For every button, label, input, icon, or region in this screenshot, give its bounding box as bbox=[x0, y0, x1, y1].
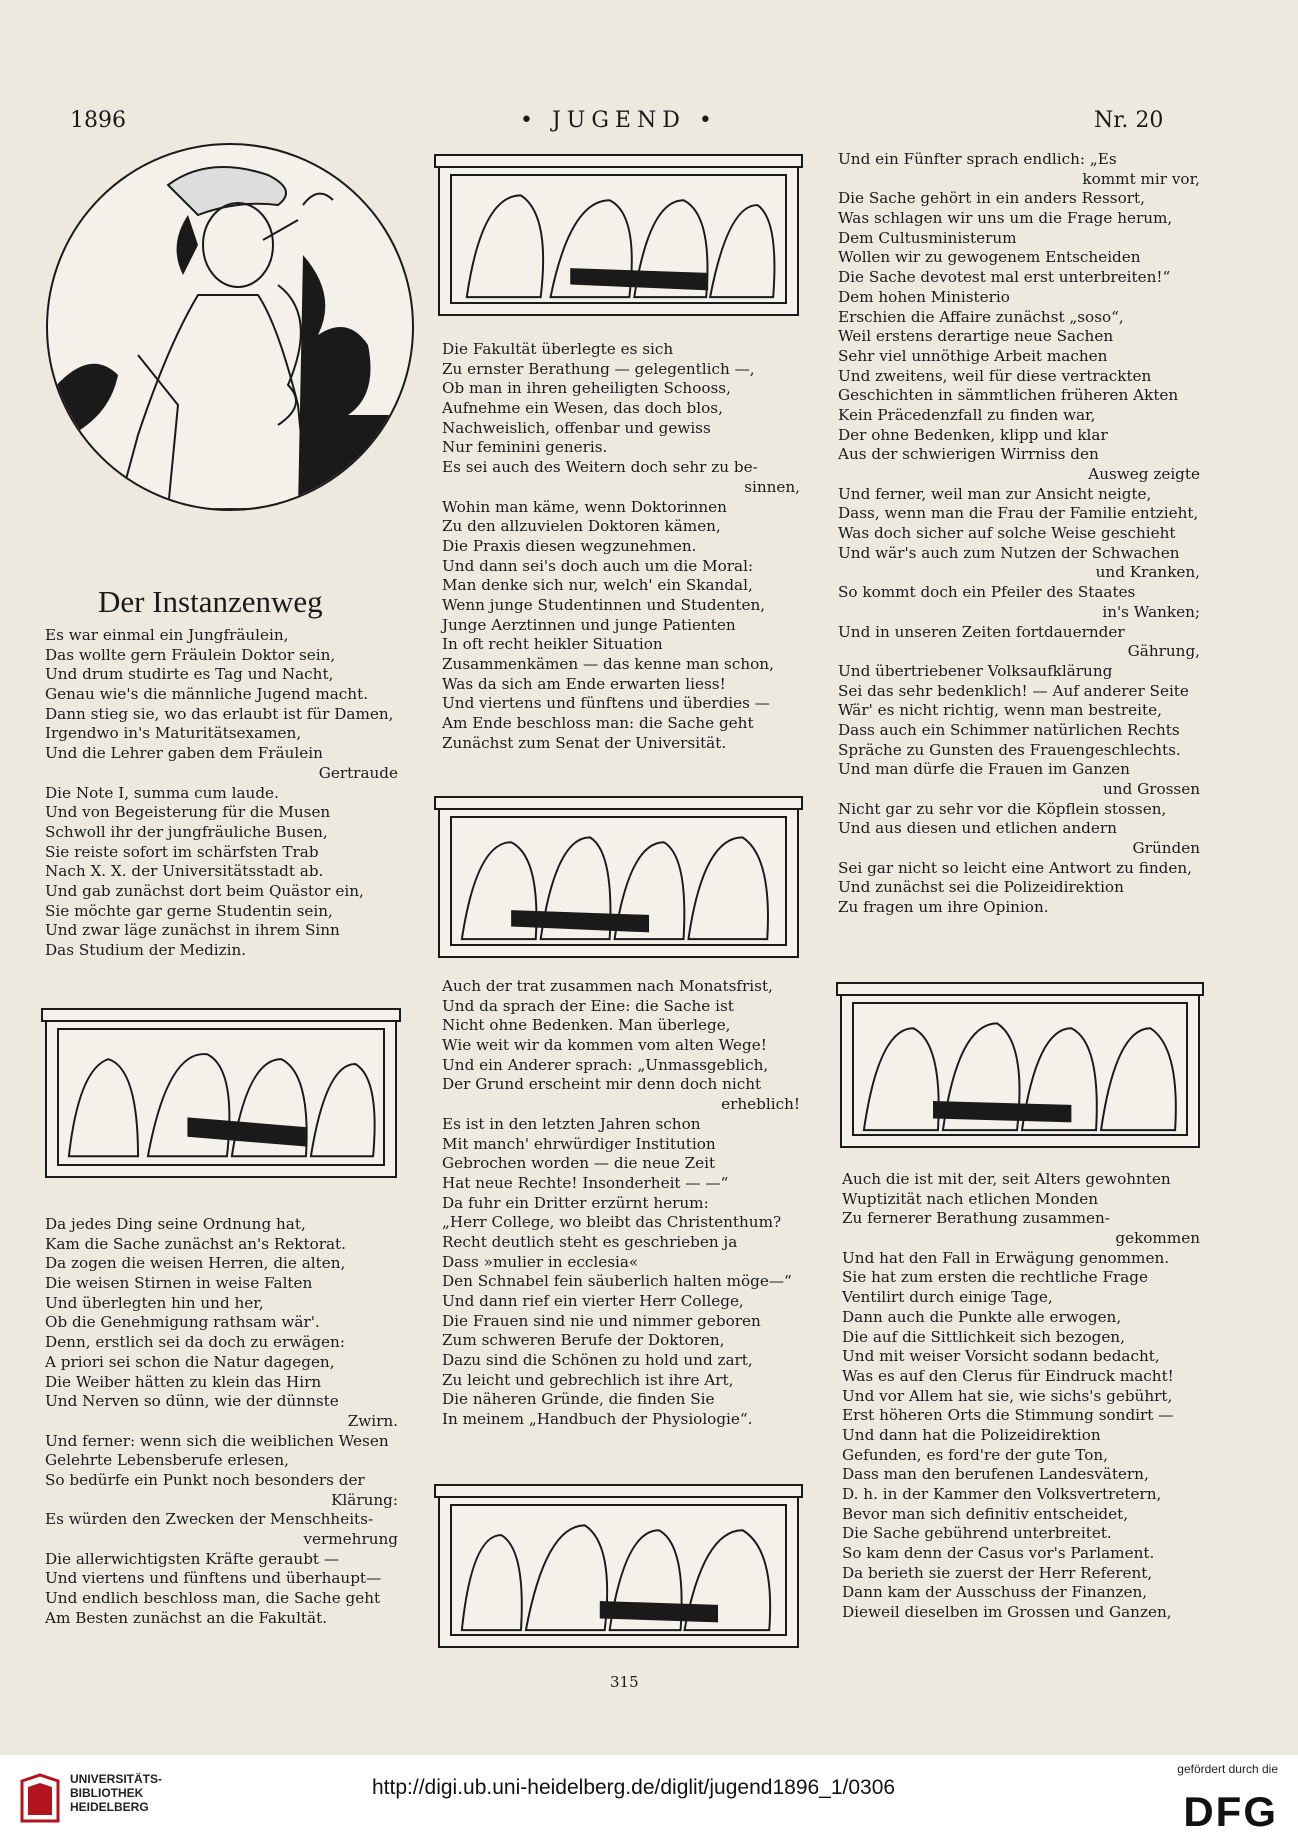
illustration-frame-cap bbox=[434, 796, 803, 810]
poem-line: Sei gar nicht so leicht eine Antwort zu finden, bbox=[838, 858, 1192, 877]
poem-line: Und endlich beschloss man, die Sache geht bbox=[45, 1589, 381, 1608]
poem-line: Wollen wir zu gewogenem Entscheiden bbox=[838, 248, 1141, 267]
library-name-line: UNIVERSITÄTS- bbox=[70, 1772, 163, 1786]
poem-line: Gebrochen worden — die neue Zeit bbox=[442, 1154, 716, 1173]
column-1-lower bbox=[45, 1215, 398, 1628]
poem-line: Es sei auch des Weitern doch sehr zu be- bbox=[442, 458, 758, 477]
poem-line: Sie hat zum ersten die rechtliche Frage bbox=[842, 1268, 1149, 1287]
poem-line: Nachweislich, offenbar und gewiss bbox=[442, 418, 711, 437]
poem-line: Dann auch die Punkte alle erwogen, bbox=[842, 1307, 1122, 1326]
illustration-frame-cap bbox=[434, 1484, 803, 1498]
poem-line: in's Wanken; bbox=[1102, 602, 1200, 621]
poem-line: Dazu sind die Schönen zu hold und zart, bbox=[442, 1351, 753, 1370]
poem-line: Kein Präcedenzfall zu finden war, bbox=[838, 405, 1096, 424]
poem-line: Gertraude bbox=[318, 763, 398, 782]
poem-line: Nach X. X. der Universitätsstadt ab. bbox=[45, 862, 324, 881]
poem-line: Und aus diesen und etlichen andern bbox=[838, 819, 1117, 838]
poem-line: Und man dürfe die Frauen im Ganzen bbox=[838, 760, 1130, 779]
poem-line: Aufnehme ein Wesen, das doch blos, bbox=[442, 399, 723, 418]
poem-line: Wohin man käme, wenn Doktorinnen bbox=[442, 497, 727, 516]
poem-line: Sie reiste sofort im schärfsten Trab bbox=[45, 842, 319, 861]
poem-line: Wenn junge Studentinnen und Studenten, bbox=[442, 595, 766, 614]
poem-line: Da jedes Ding seine Ordnung hat, bbox=[45, 1215, 306, 1233]
column-2-part-b bbox=[442, 977, 800, 1430]
portrait-illustration bbox=[46, 143, 414, 511]
professors-drawing bbox=[452, 1506, 785, 1634]
poem-line: Erst höheren Orts die Stimmung sondirt — bbox=[842, 1406, 1174, 1425]
poem-line: Wuptizität nach etlichen Monden bbox=[842, 1189, 1099, 1208]
poem-line: vermehrung bbox=[303, 1530, 398, 1548]
illustration-professors-3 bbox=[438, 800, 799, 958]
poem-line: kommt mir vor, bbox=[1082, 169, 1200, 188]
poem-line: Klärung: bbox=[331, 1490, 398, 1509]
poem-line: Mit manch' ehrwürdiger Institution bbox=[442, 1134, 716, 1153]
poem-line: Und ferner: wenn sich die weiblichen Wesen bbox=[45, 1431, 389, 1450]
funded-by-label: gefördert durch die bbox=[1177, 1762, 1278, 1776]
illustration-professors-2 bbox=[438, 158, 799, 316]
poem-line: Die Frauen sind nie und nimmer geboren bbox=[442, 1311, 761, 1330]
illustration-inner-frame bbox=[57, 1028, 385, 1166]
professors-drawing bbox=[59, 1030, 383, 1164]
poem-line: Und mit weiser Vorsicht sodann bedacht, bbox=[842, 1347, 1160, 1366]
poem-line: Und ferner, weil man zur Ansicht neigte, bbox=[838, 484, 1152, 503]
poem-line: Und übertriebener Volksaufklärung bbox=[838, 661, 1113, 680]
poem-line: D. h. in der Kammer den Volksvertretern, bbox=[842, 1485, 1162, 1503]
poem-line: Und hat den Fall in Erwägung genommen. bbox=[842, 1248, 1170, 1267]
poem-line: Sie möchte gar gerne Studentin sein, bbox=[45, 901, 333, 920]
poem-line: Am Besten zunächst an die Fakultät. bbox=[45, 1608, 328, 1627]
poem-line: Die allerwichtigsten Kräfte geraubt — bbox=[45, 1549, 340, 1568]
poem-line: Es würden den Zwecken der Menschheits- bbox=[45, 1510, 374, 1529]
poem-line: Ob man in ihren geheiligten Schooss, bbox=[442, 379, 731, 398]
illustration-professors-4 bbox=[438, 1488, 799, 1648]
poem-line: Was schlagen wir uns um die Frage herum, bbox=[838, 209, 1173, 228]
poem-line: Und viertens und fünftens und überhaupt— bbox=[45, 1569, 382, 1588]
illustration-frame-cap bbox=[836, 982, 1204, 996]
poem-line: „Herr College, wo bleibt das Christenthum? bbox=[442, 1213, 782, 1232]
poem-line: Weil erstens derartige neue Sachen bbox=[838, 327, 1114, 346]
poem-line: Und Nerven so dünn, wie der dünnste bbox=[45, 1392, 339, 1411]
poem-line: Der ohne Bedenken, klipp und klar bbox=[838, 425, 1108, 444]
poem-line: In oft recht heikler Situation bbox=[442, 635, 663, 654]
poem-line: sinnen, bbox=[744, 477, 800, 496]
poem-line: Denn, erstlich sei da doch zu erwägen: bbox=[45, 1333, 345, 1352]
poem-line: Zu ernster Berathung — gelegentlich —, bbox=[442, 359, 755, 378]
illustration-inner-frame bbox=[450, 174, 787, 304]
poem-line: Nicht gar zu sehr vor die Köpflein stossen, bbox=[838, 799, 1167, 818]
poem-line: Dieweil dieselben im Grossen und Ganzen, bbox=[842, 1603, 1172, 1622]
poem-line: Man denke sich nur, welch' ein Skandal, bbox=[442, 576, 753, 595]
illustration-professors-5 bbox=[840, 986, 1200, 1148]
poem-line: Und die Lehrer gaben dem Fräulein bbox=[45, 744, 323, 763]
poem-line: Die Praxis diesen wegzunehmen. bbox=[442, 536, 697, 555]
poem-line: Nur feminini generis. bbox=[442, 438, 608, 457]
poem-line: Schwoll ihr der jungfräuliche Busen, bbox=[45, 822, 328, 841]
poem-line: Die auf die Sittlichkeit sich bezogen, bbox=[842, 1327, 1125, 1346]
column-1-upper bbox=[45, 626, 398, 961]
poem-line: Dem hohen Ministerio bbox=[838, 287, 1010, 306]
illustration-professors-1 bbox=[45, 1012, 397, 1178]
poem-line: Da berieth sie zuerst der Herr Referent, bbox=[842, 1563, 1153, 1582]
poem-line: Zu fernerer Berathung zusammen- bbox=[842, 1209, 1110, 1228]
poem-line: Dann stieg sie, wo das erlaubt ist für Damen, bbox=[45, 704, 394, 723]
poem-line: Recht deutlich steht es geschrieben ja bbox=[442, 1232, 738, 1251]
poem-line: Ventilirt durch einige Tage, bbox=[842, 1288, 1053, 1307]
poem-line: erheblich! bbox=[721, 1095, 800, 1114]
poem-line: Die Fakultät überlegte es sich bbox=[442, 340, 674, 358]
poem-line: Die Sache gehört in ein anders Ressort, bbox=[838, 189, 1145, 208]
poem-line: Geschichten in sämmtlichen früheren Akten bbox=[838, 386, 1179, 405]
poem-line: Und überlegten hin und her, bbox=[45, 1293, 264, 1312]
professors-drawing bbox=[854, 1004, 1186, 1134]
poem-line: So kommt doch ein Pfeiler des Staates bbox=[838, 583, 1136, 602]
column-3-part-b bbox=[842, 1170, 1200, 1623]
portrait-drawing bbox=[48, 145, 412, 509]
poem-line: Kam die Sache zunächst an's Rektorat. bbox=[45, 1234, 346, 1253]
poem-line: Dass, wenn man die Frau der Familie entzieht, bbox=[838, 504, 1199, 523]
poem-line: Und dann sei's doch auch um die Moral: bbox=[442, 556, 754, 575]
poem-line: Dass auch ein Schimmer natürlichen Rechts bbox=[838, 720, 1180, 739]
library-name-line: BIBLIOTHEK bbox=[70, 1786, 144, 1800]
poem-line: In meinem „Handbuch der Physiologie“. bbox=[442, 1410, 753, 1429]
poem-line: Und viertens und fünftens und überdies — bbox=[442, 694, 770, 713]
poem-line: So kam denn der Casus vor's Parlament. bbox=[842, 1544, 1155, 1563]
poem-line: Die Weiber hätten zu klein das Hirn bbox=[45, 1372, 322, 1391]
poem-line: Was da sich am Ende erwarten liess! bbox=[442, 674, 726, 693]
footer-bar bbox=[0, 1755, 1298, 1846]
poem-line: A priori sei schon die Natur dagegen, bbox=[45, 1352, 335, 1371]
poem-line: Da zogen die weisen Herren, die alten, bbox=[45, 1254, 346, 1273]
poem-line: Nicht ohne Bedenken. Man überlege, bbox=[442, 1016, 731, 1035]
poem-line: Und da sprach der Eine: die Sache ist bbox=[442, 996, 734, 1015]
poem-line: Erschien die Affaire zunächst „soso“, bbox=[838, 307, 1124, 326]
poem-line: Und zunächst sei die Polizeidirektion bbox=[838, 878, 1124, 897]
poem-line: Und gab zunächst dort beim Quästor ein, bbox=[45, 881, 364, 900]
poem-line: Wär' es nicht richtig, wenn man bestreite, bbox=[838, 701, 1162, 720]
poem-line: Und dann hat die Polizeidirektion bbox=[842, 1425, 1101, 1444]
poem-line: Zu den allzuvielen Doktoren kämen, bbox=[442, 517, 721, 536]
illustration-frame-cap bbox=[434, 154, 803, 168]
poem-line: Der Grund erscheint mir denn doch nicht bbox=[442, 1075, 762, 1094]
poem-line: Und dann rief ein vierter Herr College, bbox=[442, 1292, 744, 1310]
document-url[interactable]: http://digi.ub.uni-heidelberg.de/diglit/jugend1896_1/0306 bbox=[372, 1776, 896, 1799]
poem-line: Gährung, bbox=[1127, 642, 1200, 661]
poem-line: gekommen bbox=[1115, 1229, 1200, 1248]
header-title: • JUGEND • bbox=[520, 108, 718, 133]
poem-line: Dann kam der Ausschuss der Finanzen, bbox=[842, 1583, 1148, 1602]
poem-line: Dem Cultusministerum bbox=[838, 228, 1017, 247]
poem-line: Auch der trat zusammen nach Monatsfrist, bbox=[442, 977, 773, 995]
library-name-line: HEIDELBERG bbox=[70, 1800, 149, 1814]
poem-line: Dass »mulier in ecclesia« bbox=[442, 1252, 639, 1271]
poem-line: und Grossen bbox=[1102, 780, 1200, 798]
poem-line: Zunächst zum Senat der Universität. bbox=[442, 733, 727, 752]
poem-line: So bedürfe ein Punkt noch besonders der bbox=[45, 1470, 365, 1489]
poem-line: Den Schnabel fein säuberlich halten möge—“ bbox=[442, 1272, 792, 1291]
poem-line: Und ein Anderer sprach: „Unmassgeblich, bbox=[442, 1055, 769, 1074]
poem-line: Junge Aerztinnen und junge Patienten bbox=[442, 615, 736, 634]
library-name bbox=[70, 1772, 162, 1814]
poem-line: Auch die ist mit der, seit Alters gewohnten bbox=[842, 1170, 1171, 1188]
poem-title: Der Instanzenweg bbox=[98, 584, 323, 619]
poem-line: Zum schweren Berufe der Doktoren, bbox=[442, 1331, 725, 1350]
poem-line: Genau wie's die männliche Jugend macht. bbox=[45, 685, 369, 704]
poem-line: Irgendwo in's Maturitätsexamen, bbox=[45, 724, 302, 743]
poem-line: Am Ende beschloss man: die Sache geht bbox=[442, 714, 754, 733]
poem-line: Die Note I, summa cum laude. bbox=[45, 783, 279, 802]
poem-line: Und vor Allem hat sie, wie sichs's gebührt, bbox=[842, 1386, 1173, 1405]
page-number: 315 bbox=[610, 1673, 639, 1691]
poem-line: Wie weit wir da kommen vom alten Wege! bbox=[442, 1036, 767, 1055]
poem-line: Aus der schwierigen Wirrniss den bbox=[838, 445, 1099, 464]
library-logo-icon bbox=[18, 1773, 62, 1823]
column-3-part-a bbox=[838, 150, 1200, 918]
poem-line: Hat neue Rechte! Insonderheit — —“ bbox=[442, 1173, 729, 1192]
poem-line: Das Studium der Medizin. bbox=[45, 941, 247, 959]
poem-line: Und drum studirte es Tag und Nacht, bbox=[45, 665, 334, 684]
poem-line: Die näheren Gründe, die finden Sie bbox=[442, 1390, 715, 1409]
poem-line: Zusammenkämen — das kenne man schon, bbox=[442, 655, 774, 673]
poem-line: Und zwar läge zunächst in ihrem Sinn bbox=[45, 921, 340, 940]
poem-line: Sehr viel unnöthige Arbeit machen bbox=[838, 346, 1108, 365]
header-year: 1896 bbox=[70, 108, 126, 133]
poem-line: Ob die Genehmigung rathsam wär'. bbox=[45, 1313, 320, 1332]
poem-line: Was doch sicher auf solche Weise geschieht bbox=[838, 524, 1176, 543]
illustration-inner-frame bbox=[852, 1002, 1188, 1136]
poem-line: Es ist in den letzten Jahren schon bbox=[442, 1114, 701, 1133]
poem-line: Gefunden, es ford're der gute Ton, bbox=[842, 1445, 1108, 1464]
poem-line: Da fuhr ein Dritter erzürnt herum: bbox=[442, 1193, 709, 1212]
poem-line: Das wollte gern Fräulein Doktor sein, bbox=[45, 645, 336, 664]
illustration-frame-cap bbox=[41, 1008, 401, 1022]
poem-line: Dass man den berufenen Landesvätern, bbox=[842, 1465, 1149, 1484]
poem-line: Und ein Fünfter sprach endlich: „Es bbox=[838, 150, 1117, 168]
header-number: Nr. 20 bbox=[1094, 108, 1164, 133]
professors-drawing bbox=[452, 818, 785, 944]
illustration-inner-frame bbox=[450, 816, 787, 946]
poem-line: Zwirn. bbox=[347, 1411, 398, 1430]
column-2-part-a bbox=[442, 340, 800, 753]
poem-line: Was es auf den Clerus für Eindruck macht! bbox=[842, 1366, 1174, 1385]
poem-line: Und in unseren Zeiten fortdauernder bbox=[838, 622, 1125, 641]
poem-line: Die Sache gebührend unterbreitet. bbox=[842, 1524, 1112, 1543]
poem-line: Und zweitens, weil für diese vertrackten bbox=[838, 366, 1152, 385]
poem-line: Ausweg zeigte bbox=[1088, 465, 1200, 483]
poem-line: Die Sache devotest mal erst unterbreiten!“ bbox=[838, 268, 1171, 287]
dfg-logo: DFG bbox=[1183, 1788, 1278, 1835]
poem-line: Sei das sehr bedenklich! — Auf anderer Seite bbox=[838, 681, 1189, 700]
poem-line: Und von Begeisterung für die Musen bbox=[45, 803, 331, 822]
poem-line: Bevor man sich definitiv entscheidet, bbox=[842, 1504, 1129, 1523]
poem-line: Die weisen Stirnen in weise Falten bbox=[45, 1274, 313, 1293]
poem-line: Es war einmal ein Jungfräulein, bbox=[45, 626, 289, 644]
poem-line: und Kranken, bbox=[1095, 563, 1200, 582]
poem-line: Und wär's auch zum Nutzen der Schwachen bbox=[838, 543, 1180, 562]
poem-line: Gelehrte Lebensberufe erlesen, bbox=[45, 1451, 289, 1470]
poem-line: Gründen bbox=[1132, 839, 1200, 858]
professors-drawing bbox=[452, 176, 785, 302]
poem-line: Zu leicht und gebrechlich ist ihre Art, bbox=[442, 1370, 734, 1389]
poem-line: Spräche zu Gunsten des Frauengeschlechts. bbox=[838, 740, 1181, 759]
illustration-inner-frame bbox=[450, 1504, 787, 1636]
poem-line: Zu fragen um ihre Opinion. bbox=[838, 898, 1049, 917]
